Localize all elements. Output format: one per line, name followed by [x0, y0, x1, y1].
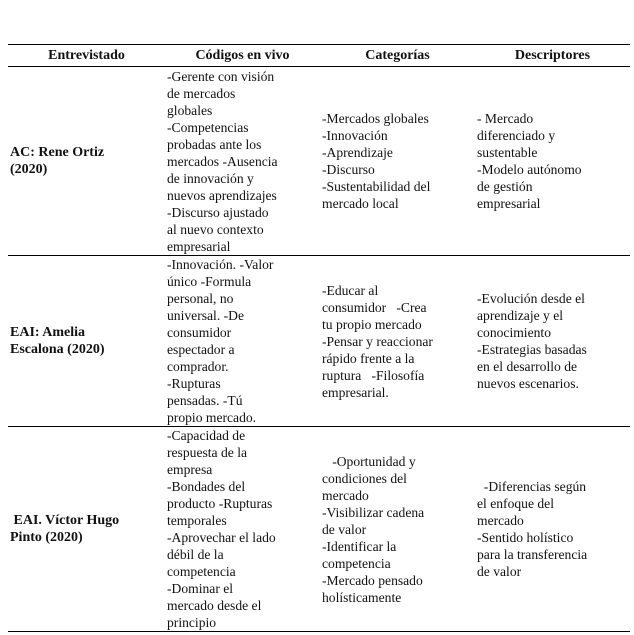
cell-line: empresarial [167, 238, 231, 254]
cell-line: mercado [322, 487, 369, 503]
cell-line: EAI: Amelia [10, 325, 86, 340]
cell-categorias [320, 67, 475, 255]
interview-table [8, 44, 630, 632]
cell-line: -Visibilizar cadena [322, 504, 425, 520]
cell-categorias [320, 427, 475, 631]
table-row [8, 427, 630, 632]
cell-line: -Discurso ajustado [167, 204, 269, 220]
cell-line: de gestión [477, 179, 533, 194]
cell-line: EAI. Víctor Hugo [10, 513, 120, 528]
cell-line: mercado local [322, 196, 399, 211]
cell-line: -Diferencias según [477, 479, 587, 494]
cell-entrevistado [8, 256, 165, 426]
cell-line: débil de la [167, 547, 224, 562]
cell-line: respuesta de la [167, 445, 248, 460]
cell-line: -Innovación [322, 128, 388, 143]
cell-line: AC: Rene Ortiz [10, 145, 105, 160]
cell-line: -Pensar y reaccionar [322, 333, 433, 349]
cell-line: comprador. [167, 359, 229, 374]
cell-line: condiciones del [322, 470, 407, 486]
cell-line: -Sentido holístico [477, 530, 574, 545]
cell-line: competencia [167, 564, 236, 579]
cell-line: holísticamente [322, 589, 402, 605]
cell-line: consumidor [167, 325, 232, 340]
cell-line: -Modelo autónomo [477, 162, 582, 177]
cell-codigos [165, 256, 320, 426]
cell-descriptores [475, 256, 630, 426]
cell-line: personal, no [167, 291, 234, 306]
cell-line: diferenciado y [477, 128, 556, 143]
cell-line: competencia [322, 555, 391, 571]
cell-line: probadas ante los [167, 136, 262, 152]
cell-line: nuevos aprendizajes [167, 187, 277, 203]
cell-line: rápido frente a la [322, 350, 415, 366]
cell-line: Escalona (2020) [10, 342, 105, 357]
cell-line: -Estrategias basadas [477, 342, 587, 357]
cell-line: mercados -Ausencia [167, 153, 278, 169]
cell-line: globales [167, 102, 213, 118]
cell-line: de valor [322, 521, 367, 537]
cell-line: -Aprovechar el lado [167, 530, 276, 545]
cell-line: Pinto (2020) [10, 530, 83, 545]
cell-line: -Capacidad de [167, 428, 246, 443]
cell-line: -Aprendizaje [322, 145, 393, 160]
cell-descriptores [475, 427, 630, 631]
cell-line: de mercados [167, 85, 236, 101]
table-row [8, 256, 630, 427]
cell-line: -Innovación. -Valor [167, 257, 274, 272]
cell-line: -Mercado pensado [322, 572, 423, 588]
cell-entrevistado [8, 67, 165, 255]
cell-line: aprendizaje y el [477, 308, 564, 323]
cell-line: -Oportunidad y [322, 453, 416, 469]
cell-line: producto -Rupturas [167, 496, 273, 511]
cell-line: tu propio mercado [322, 316, 422, 332]
cell-codigos [165, 427, 320, 631]
table-row [8, 67, 630, 256]
cell-line: ruptura -Filosofía [322, 367, 425, 383]
cell-line: mercado [477, 513, 524, 528]
cell-line: al nuevo contexto [167, 221, 264, 237]
cell-line: consumidor -Crea [322, 299, 427, 315]
header-categorias: Categorías [365, 47, 430, 63]
cell-line: -Evolución desde el [477, 291, 585, 306]
cell-line: temporales [167, 513, 227, 528]
cell-line: -Rupturas [167, 376, 221, 391]
cell-entrevistado [8, 427, 165, 631]
cell-categorias [320, 256, 475, 426]
cell-line: el enfoque del [477, 496, 554, 511]
cell-line: -Identificar la [322, 538, 397, 554]
cell-line: -Sustentabilidad del [322, 179, 431, 194]
cell-line: conocimiento [477, 325, 551, 340]
header-codigos: Códigos en vivo [195, 47, 290, 63]
cell-line: principio [167, 615, 217, 630]
cell-line: -Discurso [322, 162, 375, 177]
table-header [8, 45, 630, 67]
cell-line: -Dominar el [167, 581, 234, 596]
cell-line: sustentable [477, 145, 538, 160]
cell-line: en el desarrollo de [477, 359, 578, 374]
cell-line: espectador a [167, 342, 235, 357]
cell-line: de valor [477, 564, 522, 579]
cell-line: -Mercados globales [322, 111, 429, 126]
cell-descriptores [475, 67, 630, 255]
cell-line: propio mercado. [167, 410, 257, 425]
cell-line: para la transferencia [477, 547, 588, 562]
cell-line: de innovación y [167, 170, 254, 186]
cell-codigos [165, 67, 320, 255]
cell-line: -Gerente con visión [167, 68, 275, 84]
header-descriptores: Descriptores [514, 47, 591, 63]
cell-line: -Bondades del [167, 479, 246, 494]
cell-line: único -Formula [167, 274, 252, 289]
cell-line: pensadas. -Tú [167, 393, 243, 408]
cell-line: nuevos escenarios. [477, 376, 579, 391]
cell-line: mercado desde el [167, 598, 262, 613]
cell-line: empresarial [477, 196, 541, 211]
cell-line: -Competencias [167, 119, 249, 135]
header-entrevistado: Entrevistado [48, 47, 125, 63]
cell-line: - Mercado [477, 111, 534, 126]
cell-line: (2020) [10, 162, 48, 177]
cell-line: empresa [167, 462, 213, 477]
cell-line: universal. -De [167, 308, 245, 323]
cell-line: empresarial. [322, 384, 389, 400]
cell-line: -Educar al [322, 282, 379, 298]
